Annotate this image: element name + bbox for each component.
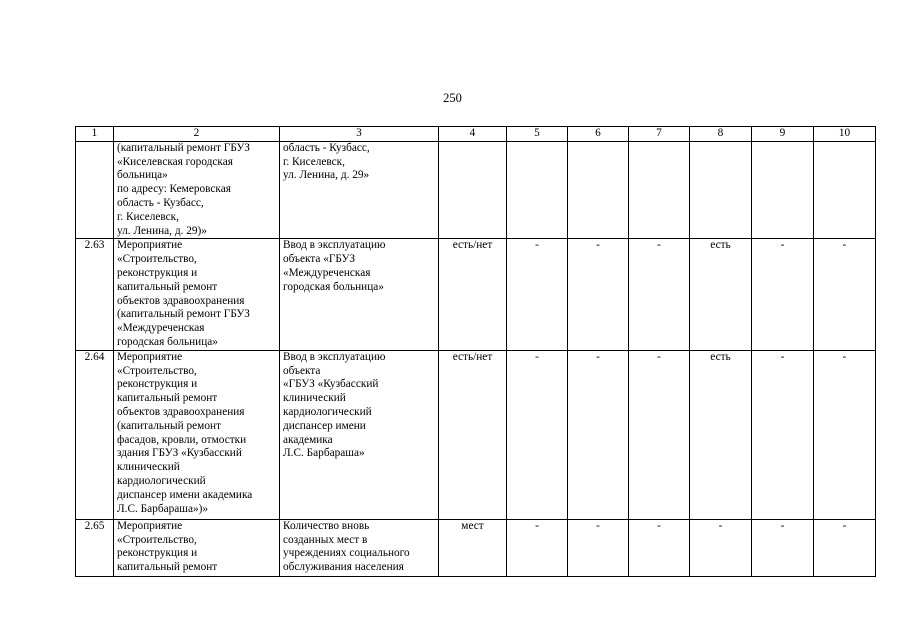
column-header-7: 7 bbox=[629, 127, 690, 142]
indicator-cell-line: клинический bbox=[283, 392, 346, 405]
measure-cell-line: (капитальный ремонт bbox=[117, 419, 221, 432]
value-cell: есть bbox=[690, 239, 752, 350]
measure-cell-line: капитальный ремонт bbox=[117, 280, 218, 293]
value-cell: - bbox=[568, 519, 629, 576]
indicator-cell-line: «ГБУЗ «Кузбасский bbox=[283, 378, 379, 391]
measure-cell-line: «Строительство, bbox=[117, 253, 197, 266]
measure-cell-line: Мероприятие bbox=[117, 239, 183, 252]
value-cell: - bbox=[629, 519, 690, 576]
value-cell: - bbox=[568, 350, 629, 519]
measure-cell-line: кардиологический bbox=[117, 474, 206, 487]
measure-cell-line: по адресу: Кемеровская bbox=[117, 183, 231, 196]
column-header-6: 6 bbox=[568, 127, 629, 142]
measure-cell-line: реконструкция и bbox=[117, 378, 198, 391]
measure-cell-line: реконструкция и bbox=[117, 266, 198, 279]
indicators-table bbox=[75, 126, 876, 577]
measure-cell-line: (капитальный ремонт ГБУЗ bbox=[117, 141, 250, 154]
indicator-cell-line: область - Кузбасс, bbox=[283, 141, 370, 154]
indicator-cell-line: г. Киселевск, bbox=[283, 155, 346, 168]
value-cell: есть bbox=[690, 350, 752, 519]
value-cell: - bbox=[814, 239, 876, 350]
measure-cell-line: «Строительство, bbox=[117, 364, 197, 377]
measure-cell-line: г. Киселевск, bbox=[117, 210, 180, 223]
page-number: 250 bbox=[443, 91, 462, 105]
indicator-cell bbox=[280, 350, 439, 519]
indicator-cell bbox=[280, 141, 439, 239]
value-cell: - bbox=[507, 350, 568, 519]
measure-cell bbox=[114, 350, 280, 519]
indicator-cell-line: Л.С. Барбараша» bbox=[283, 447, 365, 460]
value-cell bbox=[568, 141, 629, 239]
value-cell bbox=[690, 141, 752, 239]
value-cell bbox=[507, 141, 568, 239]
table-row bbox=[76, 141, 876, 239]
table-row bbox=[76, 350, 876, 519]
row-number bbox=[76, 141, 114, 239]
measure-cell-line: область - Кузбасс, bbox=[117, 196, 204, 209]
measure-cell-line: клинический bbox=[117, 461, 180, 474]
measure-cell-line: «Междуреченская bbox=[117, 322, 205, 335]
measure-cell-line: объектов здравоохранения bbox=[117, 405, 245, 418]
value-cell bbox=[814, 141, 876, 239]
measure-cell-line: Л.С. Барбараша»)» bbox=[117, 502, 209, 515]
indicator-cell-line: диспансер имени bbox=[283, 419, 366, 432]
indicator-cell bbox=[280, 519, 439, 576]
measure-cell-line: Мероприятие bbox=[117, 350, 183, 363]
measure-cell bbox=[114, 141, 280, 239]
table-body bbox=[76, 127, 876, 577]
column-header-3: 3 bbox=[280, 127, 439, 142]
measure-cell-line: Мероприятие bbox=[117, 519, 183, 532]
row-number: 2.65 bbox=[76, 519, 114, 576]
indicator-cell-line: Ввод в эксплуатацию bbox=[283, 350, 386, 363]
measure-cell-line: «Строительство, bbox=[117, 533, 197, 546]
measure-cell-line: здания ГБУЗ «Кузбасский bbox=[117, 447, 242, 460]
column-header-4: 4 bbox=[439, 127, 507, 142]
indicator-cell-line: городская больница» bbox=[283, 280, 384, 293]
measure-cell-line: фасадов, кровли, отмостки bbox=[117, 433, 247, 446]
measure-cell bbox=[114, 239, 280, 350]
column-header-10: 10 bbox=[814, 127, 876, 142]
row-number: 2.63 bbox=[76, 239, 114, 350]
indicator-cell-line: Ввод в эксплуатацию bbox=[283, 239, 386, 252]
row-number: 2.64 bbox=[76, 350, 114, 519]
indicator-cell-line: учреждениях социального bbox=[283, 547, 410, 560]
value-cell: - bbox=[507, 239, 568, 350]
value-cell: - bbox=[814, 350, 876, 519]
unit-cell bbox=[439, 141, 507, 239]
indicator-cell-line: Количество вновь bbox=[283, 519, 370, 532]
indicator-cell-line: созданных мест в bbox=[283, 533, 368, 546]
column-header-2: 2 bbox=[114, 127, 280, 142]
measure-cell-line: реконструкция и bbox=[117, 547, 198, 560]
value-cell: - bbox=[752, 519, 814, 576]
value-cell bbox=[752, 141, 814, 239]
indicator-cell-line: объекта bbox=[283, 364, 321, 377]
measure-cell-line: «Киселевская городская bbox=[117, 155, 233, 168]
unit-cell: мест bbox=[439, 519, 507, 576]
indicator-cell-line: «Междуреченская bbox=[283, 266, 371, 279]
indicator-cell-line: ул. Ленина, д. 29» bbox=[283, 169, 370, 182]
value-cell bbox=[629, 141, 690, 239]
column-header-8: 8 bbox=[690, 127, 752, 142]
measure-cell-line: капитальный ремонт bbox=[117, 392, 218, 405]
table-header-row bbox=[76, 127, 876, 142]
indicator-cell-line: академика bbox=[283, 433, 333, 446]
value-cell: - bbox=[629, 239, 690, 350]
column-header-5: 5 bbox=[507, 127, 568, 142]
measure-cell bbox=[114, 519, 280, 576]
measure-cell-line: диспансер имени академика bbox=[117, 488, 253, 501]
unit-cell: есть/нет bbox=[439, 239, 507, 350]
indicator-cell bbox=[280, 239, 439, 350]
value-cell: - bbox=[752, 239, 814, 350]
measure-cell-line: (капитальный ремонт ГБУЗ bbox=[117, 308, 250, 321]
value-cell: - bbox=[690, 519, 752, 576]
column-header-1: 1 bbox=[76, 127, 114, 142]
value-cell: - bbox=[507, 519, 568, 576]
indicator-cell-line: кардиологический bbox=[283, 405, 372, 418]
measure-cell-line: ул. Ленина, д. 29)» bbox=[117, 224, 207, 237]
indicator-cell-line: обслуживания населения bbox=[283, 561, 404, 574]
measure-cell-line: городская больница» bbox=[117, 335, 218, 348]
value-cell: - bbox=[629, 350, 690, 519]
table-row bbox=[76, 519, 876, 576]
measure-cell-line: объектов здравоохранения bbox=[117, 294, 245, 307]
column-header-9: 9 bbox=[752, 127, 814, 142]
measure-cell-line: капитальный ремонт bbox=[117, 561, 218, 574]
measure-cell-line: больница» bbox=[117, 169, 168, 182]
value-cell: - bbox=[814, 519, 876, 576]
value-cell: - bbox=[752, 350, 814, 519]
value-cell: - bbox=[568, 239, 629, 350]
indicator-cell-line: объекта «ГБУЗ bbox=[283, 253, 356, 266]
unit-cell: есть/нет bbox=[439, 350, 507, 519]
table-row bbox=[76, 239, 876, 350]
